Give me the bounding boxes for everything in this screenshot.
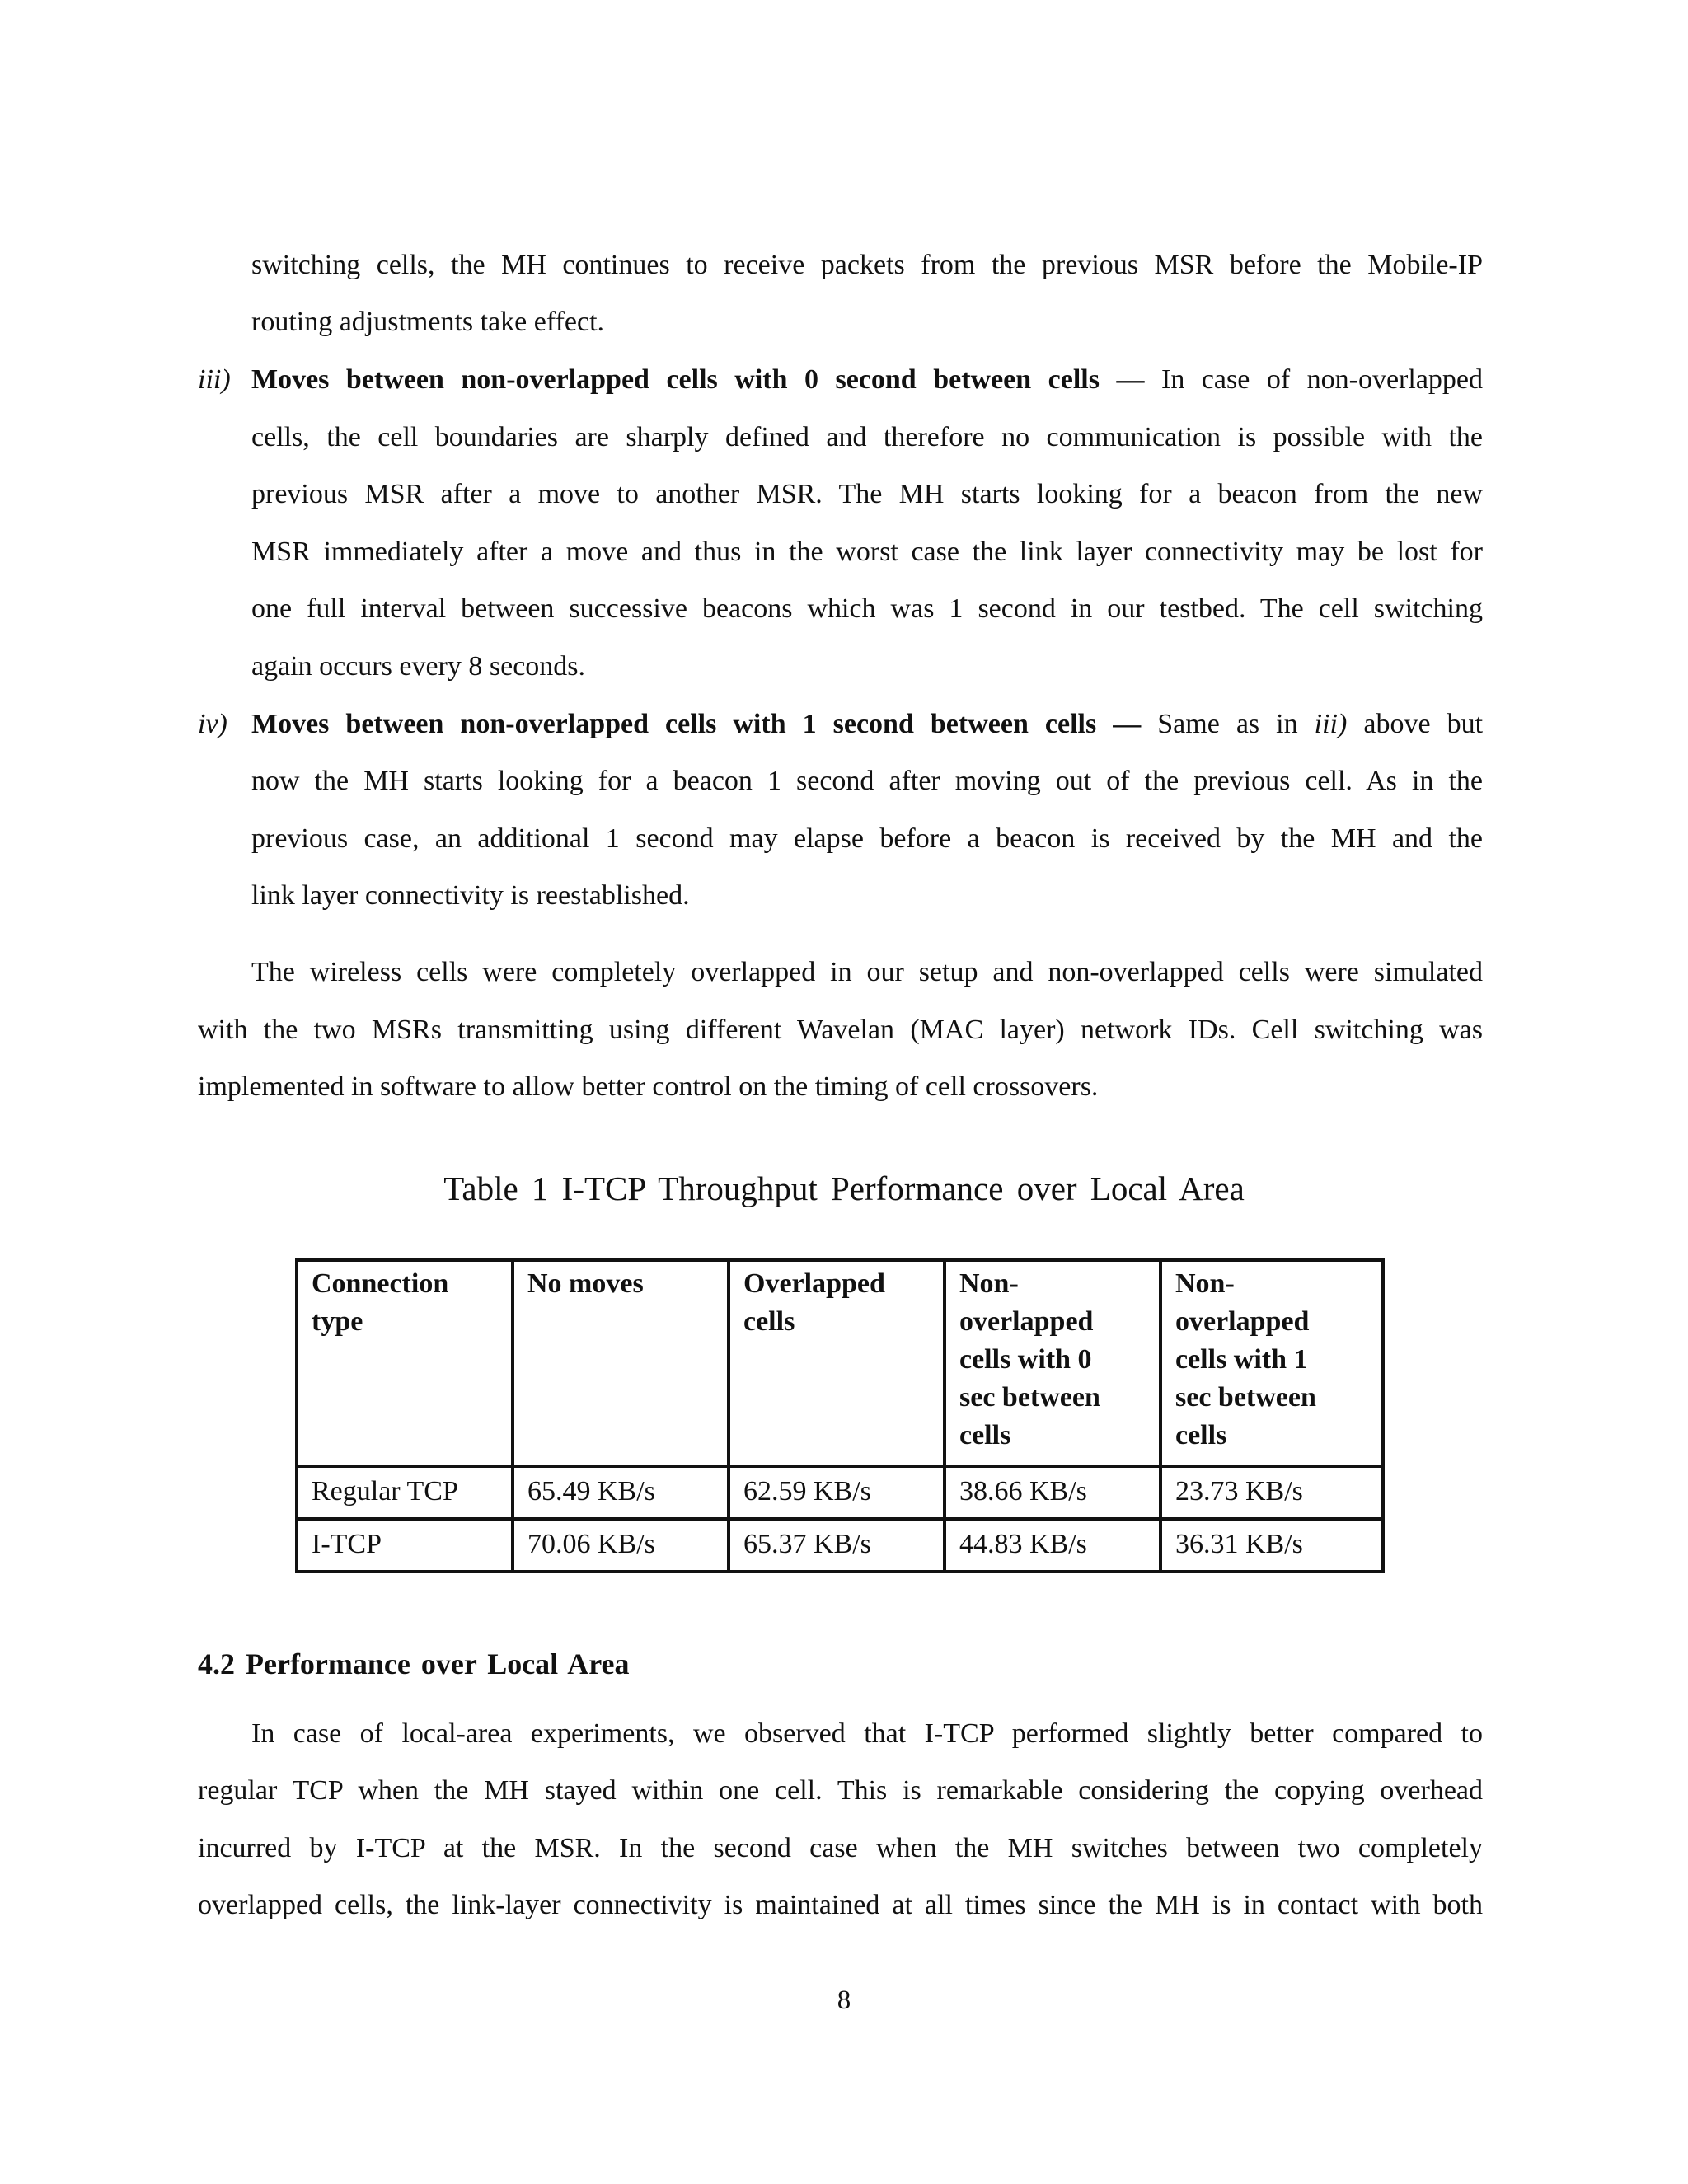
body-line: now the MH starts looking for a beacon 1 second after moving out of the previous cell. As in the: [251, 766, 1483, 796]
body-line: MSR immediately after a move and thus in the worst case the link layer connectivity may be lost for: [251, 537, 1483, 567]
section-heading: 4.2 Performance over Local Area: [198, 1647, 630, 1680]
body-line: with the two MSRs transmitting using different Wavelan (MAC layer) network IDs. Cell switching was: [198, 1015, 1483, 1045]
body-line: link layer connectivity is reestablished.: [251, 880, 690, 911]
table-cell: 62.59 KB/s: [729, 1466, 945, 1519]
list-item-iii-lead: Moves between non-overlapped cells with 0 second between cells —: [251, 364, 1145, 395]
table-cell: Regular TCP: [297, 1466, 513, 1519]
body-line: previous case, an additional 1 second may elapse before a beacon is received by the MH and the: [251, 823, 1483, 854]
table-cell: 70.06 KB/s: [513, 1519, 729, 1572]
table-cell: 44.83 KB/s: [945, 1519, 1160, 1572]
body-line: previous MSR after a move to another MSR. The MH starts looking for a beacon from the new: [251, 479, 1483, 509]
list-item-iv-lead: Moves between non-overlapped cells with 1 second between cells —: [251, 709, 1142, 739]
table-cell: 38.66 KB/s: [945, 1466, 1160, 1519]
body-line: cells, the cell boundaries are sharply defined and therefore no communication is possible with the: [251, 422, 1483, 452]
table-cell: 23.73 KB/s: [1160, 1466, 1383, 1519]
body-line: routing adjustments take effect.: [251, 307, 605, 337]
body-line: one full interval between successive beacons which was 1 second in our testbed. The cell switching: [251, 593, 1483, 624]
table-header-row: [297, 1260, 1383, 1466]
list-item-iv-text-pre: Same as in: [1157, 709, 1298, 739]
list-marker-iv: iv): [198, 709, 227, 739]
throughput-table: [295, 1258, 1385, 1573]
table-container: [295, 1258, 1381, 1573]
header-no-moves: No moves: [513, 1260, 729, 1466]
body-line: switching cells, the MH continues to receive packets from the previous MSR before the Mobile-IP: [251, 250, 1483, 280]
list-item-iii-text: In case of non-overlapped: [1161, 364, 1483, 395]
list-item-iv-ref: iii): [1314, 709, 1348, 739]
header-connection-type: Connection type: [297, 1260, 513, 1466]
header-overlapped-cells: Overlapped cells: [729, 1260, 945, 1466]
list-item-iii-first-line: [251, 360, 1483, 400]
table-cell: 65.49 KB/s: [513, 1466, 729, 1519]
table-cell: I-TCP: [297, 1519, 513, 1572]
table-caption: Table 1 I-TCP Throughput Performance over Local Area: [443, 1169, 1245, 1207]
body-line: The wireless cells were completely overlapped in our setup and non-overlapped cells were simulated: [251, 957, 1483, 987]
body-line: again occurs every 8 seconds.: [251, 651, 586, 682]
page-number: 8: [837, 1985, 851, 2015]
header-non-overlapped-0-sec: Non- overlapped cells with 0 sec between cells: [945, 1260, 1160, 1466]
table-cell: 36.31 KB/s: [1160, 1519, 1383, 1572]
list-marker-iii: iii): [198, 364, 231, 395]
table-row: [297, 1519, 1383, 1572]
body-line: incurred by I-TCP at the MSR. In the second case when the MH switches between two completely: [198, 1833, 1483, 1863]
list-item-iv-first-line: [251, 705, 1483, 744]
list-item-iv-text-post: above but: [1363, 709, 1483, 739]
body-line: In case of local-area experiments, we observed that I-TCP performed slightly better compared to: [251, 1718, 1483, 1749]
table-cell: 65.37 KB/s: [729, 1519, 945, 1572]
body-line: implemented in software to allow better control on the timing of cell crossovers.: [198, 1071, 1099, 1102]
body-line: overlapped cells, the link-layer connectivity is maintained at all times since the MH is in contact with both: [198, 1890, 1483, 1920]
header-non-overlapped-1-sec: Non- overlapped cells with 1 sec between cells: [1160, 1260, 1383, 1466]
body-line: regular TCP when the MH stayed within one cell. This is remarkable considering the copying overhead: [198, 1775, 1483, 1806]
table-row: [297, 1466, 1383, 1519]
